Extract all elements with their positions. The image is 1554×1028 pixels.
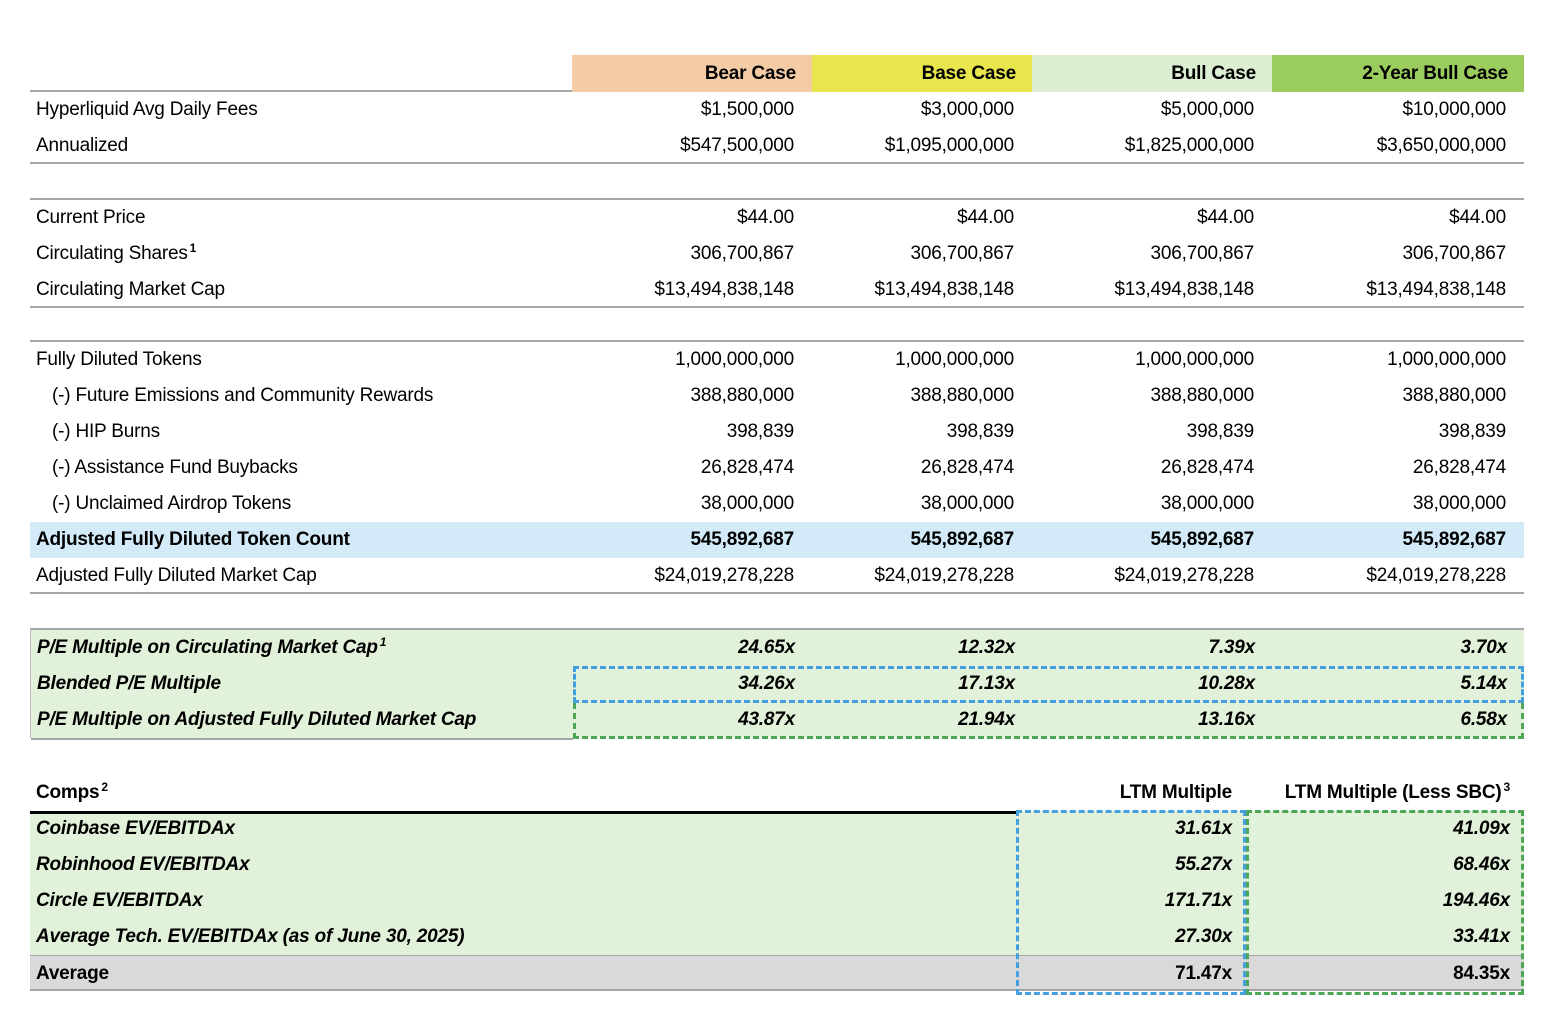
row-pe-circulating — [31, 630, 1524, 666]
value-bull: 26,828,474 — [1160, 457, 1254, 478]
value-ltm-less-sbc: 33.41x — [1453, 926, 1510, 947]
value-bull: $24,019,278,228 — [1114, 565, 1254, 586]
row-label: (-) Future Emissions and Community Rewards — [52, 385, 434, 406]
value-bear: $1,500,000 — [700, 99, 794, 120]
footnote-1-marker: 1 — [379, 634, 387, 649]
value-2yr-bull: $24,019,278,228 — [1366, 565, 1506, 586]
value-2yr-bull: $10,000,000 — [1402, 99, 1506, 120]
row-pe-adjusted-fd — [31, 702, 1524, 738]
value-base: 388,880,000 — [910, 385, 1014, 406]
row-label: Blended P/E Multiple — [37, 673, 221, 694]
scenario-header-row — [30, 55, 1524, 92]
header-2yr-bull-case: 2-Year Bull Case — [1272, 55, 1524, 92]
row-label: Current Price — [36, 207, 146, 228]
value-bull: $1,825,000,000 — [1124, 135, 1254, 156]
value-2yr-bull: 306,700,867 — [1402, 243, 1506, 264]
ltm-multiple-header: LTM Multiple — [1119, 782, 1232, 803]
value-bull: $44.00 — [1197, 207, 1254, 228]
value-2yr-bull: 38,000,000 — [1412, 493, 1506, 514]
value-base: $1,095,000,000 — [884, 135, 1014, 156]
header-base-case: Base Case — [812, 55, 1032, 92]
row-future-emissions — [30, 378, 1524, 414]
value-bull: 545,892,687 — [1150, 529, 1254, 550]
value-bull: 38,000,000 — [1160, 493, 1254, 514]
value-base: 398,839 — [946, 421, 1014, 442]
row-fully-diluted-tokens — [30, 342, 1524, 378]
row-blended-pe — [31, 666, 1524, 702]
value-ltm: 27.30x — [1175, 926, 1232, 947]
comps-title: Comps $^2$ — [30, 775, 1016, 814]
row-label: Circulating Shares $^1$ — [36, 240, 197, 264]
value-ltm: 31.61x — [1175, 818, 1232, 839]
row-label: P/E Multiple on Circulating Market Cap $^1$ — [37, 634, 387, 658]
row-circle — [30, 883, 1524, 919]
ltm-less-sbc-header: LTM Multiple (Less SBC) $^3$ — [1284, 779, 1510, 803]
value-2yr-bull: $44.00 — [1449, 207, 1506, 228]
value-ltm: 171.71x — [1164, 890, 1232, 911]
footnote-2-marker: 2 — [101, 779, 108, 794]
value-base: 12.32x — [958, 637, 1015, 658]
value-2yr-bull: 388,880,000 — [1402, 385, 1506, 406]
row-label: P/E Multiple on Adjusted Fully Diluted Market Cap — [31, 702, 573, 740]
value-bear: 43.87x — [738, 709, 795, 730]
value-base: $3,000,000 — [920, 99, 1014, 120]
comps-section — [30, 775, 1524, 991]
spacer-row — [30, 308, 1524, 342]
value-2yr-bull: 26,828,474 — [1412, 457, 1506, 478]
footnote-3-marker: 3 — [1503, 779, 1510, 794]
valuation-model-sheet — [30, 55, 1524, 991]
row-circulating-market-cap — [30, 272, 1524, 308]
row-adjusted-fd-market-cap — [30, 558, 1524, 594]
value-base: $13,494,838,148 — [874, 279, 1014, 300]
value-base: 545,892,687 — [910, 529, 1014, 550]
row-label: (-) Assistance Fund Buybacks — [52, 457, 298, 478]
header-bear-case: Bear Case — [572, 55, 812, 92]
row-label: Annualized — [36, 135, 129, 156]
value-2yr-bull: 6.58x — [1460, 709, 1507, 730]
value-base: $44.00 — [957, 207, 1014, 228]
value-base: $24,019,278,228 — [874, 565, 1014, 586]
row-label: Adjusted Fully Diluted Token Count — [36, 529, 350, 550]
row-label: Hyperliquid Avg Daily Fees — [36, 99, 258, 120]
value-ltm-less-sbc: 41.09x — [1453, 818, 1510, 839]
row-label: Average Tech. EV/EBITDAx (as of June 30, 2025) — [36, 926, 465, 947]
row-hip-burns — [30, 414, 1524, 450]
value-bear: 388,880,000 — [690, 385, 794, 406]
value-ltm: 55.27x — [1175, 854, 1232, 875]
row-label: Circulating Market Cap — [36, 279, 225, 300]
value-bull: $5,000,000 — [1160, 99, 1254, 120]
row-label: Adjusted Fully Diluted Market Cap — [36, 565, 317, 586]
row-assistance-fund-buybacks — [30, 450, 1524, 486]
value-bull: 10.28x — [1198, 673, 1255, 694]
value-bull: 7.39x — [1208, 637, 1255, 658]
value-ltm-less-sbc: 84.35x — [1453, 963, 1510, 984]
row-comps-average — [30, 955, 1524, 991]
row-label: (-) Unclaimed Airdrop Tokens — [52, 493, 292, 514]
value-bear: 38,000,000 — [700, 493, 794, 514]
value-bull: 398,839 — [1186, 421, 1254, 442]
value-bull: 1,000,000,000 — [1135, 349, 1254, 370]
row-label: Average — [36, 963, 109, 984]
value-bear: 398,839 — [726, 421, 794, 442]
value-bear: 26,828,474 — [700, 457, 794, 478]
spacer-row — [30, 164, 1524, 200]
header-bull-case: Bull Case — [1032, 55, 1272, 92]
footnote-1-marker: 1 — [189, 240, 197, 255]
row-avg-daily-fees — [30, 92, 1524, 128]
row-label: Fully Diluted Tokens — [36, 349, 202, 370]
value-bull: $13,494,838,148 — [1114, 279, 1254, 300]
value-bear: $547,500,000 — [680, 135, 794, 156]
value-2yr-bull: 3.70x — [1460, 637, 1507, 658]
value-2yr-bull: 1,000,000,000 — [1387, 349, 1506, 370]
value-bear: $44.00 — [737, 207, 794, 228]
row-current-price — [30, 200, 1524, 236]
value-2yr-bull: 5.14x — [1460, 673, 1507, 694]
row-label: Coinbase EV/EBITDAx — [36, 818, 235, 839]
value-base: 21.94x — [958, 709, 1015, 730]
value-bear: 545,892,687 — [690, 529, 794, 550]
header-empty-cell — [30, 55, 572, 92]
row-label: (-) HIP Burns — [52, 421, 160, 442]
value-bull: 13.16x — [1198, 709, 1255, 730]
row-label: Robinhood EV/EBITDAx — [36, 854, 250, 875]
row-adjusted-fd-token-count — [30, 522, 1524, 558]
value-2yr-bull: $13,494,838,148 — [1366, 279, 1506, 300]
row-coinbase — [30, 811, 1524, 847]
comps-header-row — [30, 775, 1524, 811]
value-base: 38,000,000 — [920, 493, 1014, 514]
value-base: 26,828,474 — [920, 457, 1014, 478]
row-robinhood — [30, 847, 1524, 883]
row-annualized — [30, 128, 1524, 164]
value-base: 17.13x — [958, 673, 1015, 694]
value-2yr-bull: $3,650,000,000 — [1376, 135, 1506, 156]
value-2yr-bull: 545,892,687 — [1402, 529, 1506, 550]
value-bear: 1,000,000,000 — [675, 349, 794, 370]
value-bull: 388,880,000 — [1150, 385, 1254, 406]
pe-multiples-block — [30, 628, 1524, 738]
row-label: Circle EV/EBITDAx — [36, 890, 203, 911]
value-base: 1,000,000,000 — [895, 349, 1014, 370]
value-2yr-bull: 398,839 — [1438, 421, 1506, 442]
value-bear: 24.65x — [738, 637, 795, 658]
value-bear: $24,019,278,228 — [654, 565, 794, 586]
value-bear: 34.26x — [738, 673, 795, 694]
value-bull: 306,700,867 — [1150, 243, 1254, 264]
value-bear: 306,700,867 — [690, 243, 794, 264]
row-unclaimed-airdrop-tokens — [30, 486, 1524, 522]
value-bear: $13,494,838,148 — [654, 279, 794, 300]
value-ltm-less-sbc: 68.46x — [1453, 854, 1510, 875]
row-average-tech — [30, 919, 1524, 955]
row-circulating-shares — [30, 236, 1524, 272]
value-ltm-less-sbc: 194.46x — [1442, 890, 1510, 911]
value-base: 306,700,867 — [910, 243, 1014, 264]
value-ltm: 71.47x — [1175, 963, 1232, 984]
